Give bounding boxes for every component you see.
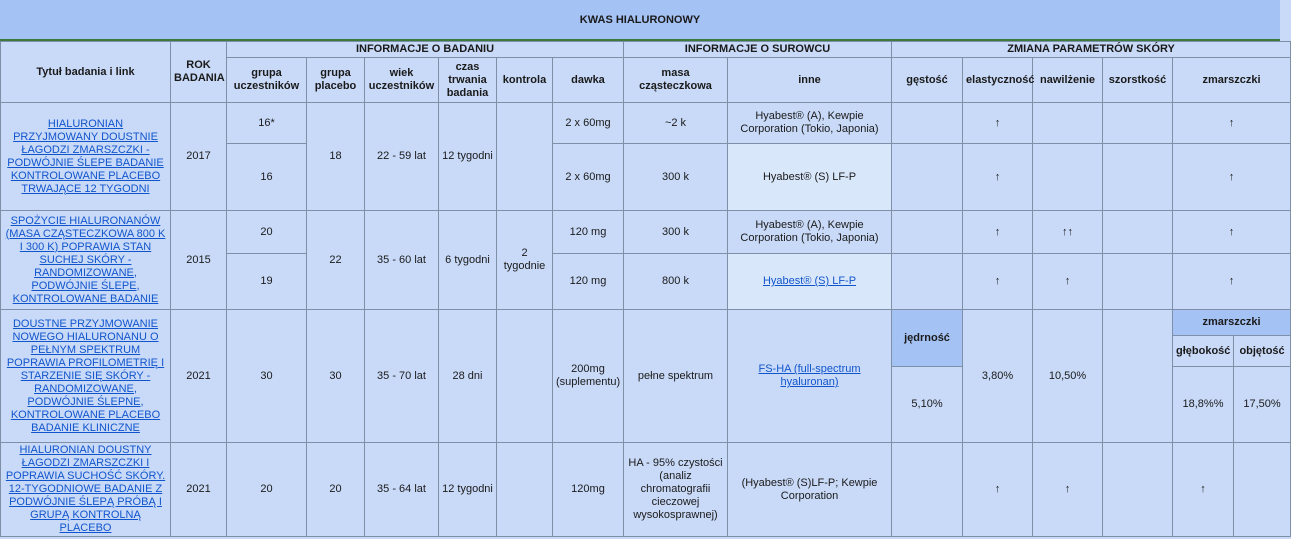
study1b-mass[interactable]: 300 k [624,144,728,211]
study4-participants[interactable]: 20 [227,443,307,537]
study3-depth[interactable]: 18,8%% [1173,367,1234,443]
study3-volume-label[interactable]: objętość [1234,336,1291,367]
study3-volume[interactable]: 17,50% [1234,367,1291,443]
study1-duration[interactable]: 12 tygodni [439,103,497,211]
study4-dose[interactable]: 120mg [553,443,624,537]
study4-mass[interactable]: HA - 95% czystości (analiz chromatografii cieczowej wysokosprawnej) [624,443,728,537]
study1b-density[interactable] [892,144,963,211]
study2-title-link[interactable] [1,211,171,310]
study2-placebo[interactable]: 22 [307,211,365,310]
header-study-info[interactable]: INFORMACJE O BADANIU [227,42,624,58]
study4-elasticity[interactable]: ↑ [963,443,1033,537]
study1a-other[interactable]: Hyabest® (A), Kewpie Corporation (Tokio, Japonia) [728,103,892,144]
study2b-density[interactable] [892,254,963,310]
study3-hydration[interactable]: 10,50% [1033,310,1103,443]
study2-control[interactable]: 2 tygodnie [497,211,553,310]
study2-title[interactable]: SPOŻYCIE HIALURONANÓW (MASA CZĄSTECZKOWA 800 K I 300 K) POPRAWIA STAN SUCHEJ SKÓRY - RANDOMIZOWANE, PODWÓJNIE ŚLEPE, KONTROLOWANE BADANIE [5,214,166,305]
study1b-dose[interactable]: 2 x 60mg [553,144,624,211]
study2b-other[interactable]: Hyabest® (S) LF-P [762,275,857,287]
study2a-mass[interactable]: 300 k [624,211,728,254]
study1-year[interactable]: 2017 [171,103,227,211]
header-control[interactable]: kontrola [497,58,553,103]
study4-title[interactable]: HIALURONIAN DOUSTNY ŁAGODZI ZMARSZCZKI I POPRAWIA SUCHOŚĆ SKÓRY. 12-TYGODNIOWE BADANIE Z PODWÓJNIE ŚLEPĄ PRÓBĄ I GRUPĄ KONTROLNĄ PLACEBO [5,444,166,534]
header-wrinkles[interactable]: zmarszczki [1173,58,1291,103]
study1b-hydration[interactable] [1033,144,1103,211]
header-age[interactable]: wiek uczestników [365,58,439,103]
study3-other-link[interactable] [728,310,892,443]
study1-control[interactable] [497,103,553,211]
study1b-wrinkles[interactable]: ↑ [1173,144,1291,211]
study4-other[interactable]: (Hyabest® (S)LF-P; Kewpie Corporation [728,443,892,537]
study4-title-link[interactable] [1,443,171,537]
study3-mass[interactable]: pełne spektrum [624,310,728,443]
study2b-other-link[interactable] [728,254,892,310]
study3-depth-label[interactable]: głębokość [1173,336,1234,367]
study2a-density[interactable] [892,211,963,254]
study1a-dose[interactable]: 2 x 60mg [553,103,624,144]
study2b-roughness[interactable] [1103,254,1173,310]
header-raw-info[interactable]: INFORMACJE O SUROWCU [624,42,892,58]
study4-density[interactable] [892,443,963,537]
study2b-participants[interactable]: 19 [227,254,307,310]
study3-participants[interactable]: 30 [227,310,307,443]
study1a-hydration[interactable] [1033,103,1103,144]
study2-age[interactable]: 35 - 60 lat [365,211,439,310]
study4-hydration[interactable]: ↑ [1033,443,1103,537]
study4-year[interactable]: 2021 [171,443,227,537]
study3-wrinkles-label[interactable]: zmarszczki [1173,310,1291,336]
study1a-participants[interactable]: 16* [227,103,307,144]
study2a-other[interactable]: Hyabest® (A), Kewpie Corporation (Tokio, Japonia) [728,211,892,254]
study1-title[interactable]: HIALURONIAN PRZYJMOWANY DOUSTNIE ŁAGODZI ZMARSZCZKI - PODWÓJNIE ŚLEPE BADANIE KONTROLOWANE PLACEBO TRWAJĄCE 12 TYGODNI [7,117,164,195]
study3-other[interactable]: FS-HA (full-spectrum hyaluronan) [758,363,861,388]
study4-age[interactable]: 35 - 64 lat [365,443,439,537]
study3-firmness[interactable]: 5,10% [892,367,963,443]
study1a-roughness[interactable] [1103,103,1173,144]
study1a-elasticity[interactable]: ↑ [963,103,1033,144]
study2b-dose[interactable]: 120 mg [553,254,624,310]
study4-roughness[interactable] [1103,443,1173,537]
study1b-elasticity[interactable]: ↑ [963,144,1033,211]
study1b-participants[interactable]: 16 [227,144,307,211]
study4-placebo[interactable]: 20 [307,443,365,537]
study4-duration[interactable]: 12 tygodni [439,443,497,537]
study3-elasticity[interactable]: 3,80% [963,310,1033,443]
header-placebo[interactable]: grupa placebo [307,58,365,103]
header-roughness[interactable]: szorstkość [1103,58,1173,103]
study2b-hydration[interactable]: ↑ [1033,254,1103,310]
header-mass[interactable]: masa cząsteczkowa [624,58,728,103]
header-year[interactable]: ROK BADANIA [171,42,227,103]
header-elasticity[interactable]: elastyczność [963,58,1033,103]
header-duration[interactable]: czas trwania badania [439,58,497,103]
sheet-title: KWAS HIALURONOWY [0,0,1280,41]
study1-title-link[interactable] [1,103,171,211]
study2a-wrinkles[interactable]: ↑ [1173,211,1291,254]
study2b-elasticity[interactable]: ↑ [963,254,1033,310]
study3-age[interactable]: 35 - 70 lat [365,310,439,443]
header-other[interactable]: inne [728,58,892,103]
study3-year[interactable]: 2021 [171,310,227,443]
header-dose[interactable]: dawka [553,58,624,103]
study3-title-link[interactable] [1,310,171,443]
study4-control[interactable] [497,443,553,537]
study3-duration[interactable]: 28 dni [439,310,497,443]
study3-dose[interactable]: 200mg (suplementu) [553,310,624,443]
study1-placebo[interactable]: 18 [307,103,365,211]
header-participants[interactable]: grupa uczestników [227,58,307,103]
study4-wrinkles-extra[interactable] [1234,443,1291,537]
study2a-hydration[interactable]: ↑↑ [1033,211,1103,254]
hyaluronic-table [0,41,1291,537]
study2-duration[interactable]: 6 tygodni [439,211,497,310]
study3-placebo[interactable]: 30 [307,310,365,443]
study1-age[interactable]: 22 - 59 lat [365,103,439,211]
study2a-roughness[interactable] [1103,211,1173,254]
study1a-mass[interactable]: ~2 k [624,103,728,144]
study3-title[interactable]: DOUSTNE PRZYJMOWANIE NOWEGO HIALURONANU O PEŁNYM SPEKTRUM POPRAWIA PROFILOMETRIĘ I STARZENIE SIĘ SKÓRY - RANDOMIZOWANE, PODWÓJNIE ŚLEPNE, KONTROLOWANE PLACEBO BADANIE KLINICZNE [6,317,165,434]
study3-firmness-label[interactable]: jędrność [892,310,963,367]
study3-roughness[interactable] [1103,310,1173,443]
study2a-participants[interactable]: 20 [227,211,307,254]
study1a-density[interactable] [892,103,963,144]
study2b-mass[interactable]: 800 k [624,254,728,310]
study1a-wrinkles[interactable]: ↑ [1173,103,1291,144]
study1b-roughness[interactable] [1103,144,1173,211]
header-skin-change[interactable]: ZMIANA PARAMETRÓW SKÓRY [892,42,1291,58]
header-hydration[interactable]: nawilżenie [1033,58,1103,103]
study3-control[interactable] [497,310,553,443]
study2a-elasticity[interactable]: ↑ [963,211,1033,254]
study4-wrinkles[interactable]: ↑ [1173,443,1234,537]
study2a-dose[interactable]: 120 mg [553,211,624,254]
study2-year[interactable]: 2015 [171,211,227,310]
header-title-link[interactable]: Tytuł badania i link [1,42,171,103]
study2b-wrinkles[interactable]: ↑ [1173,254,1291,310]
header-density[interactable]: gęstość [892,58,963,103]
study1b-other[interactable]: Hyabest® (S) LF-P [728,144,892,211]
